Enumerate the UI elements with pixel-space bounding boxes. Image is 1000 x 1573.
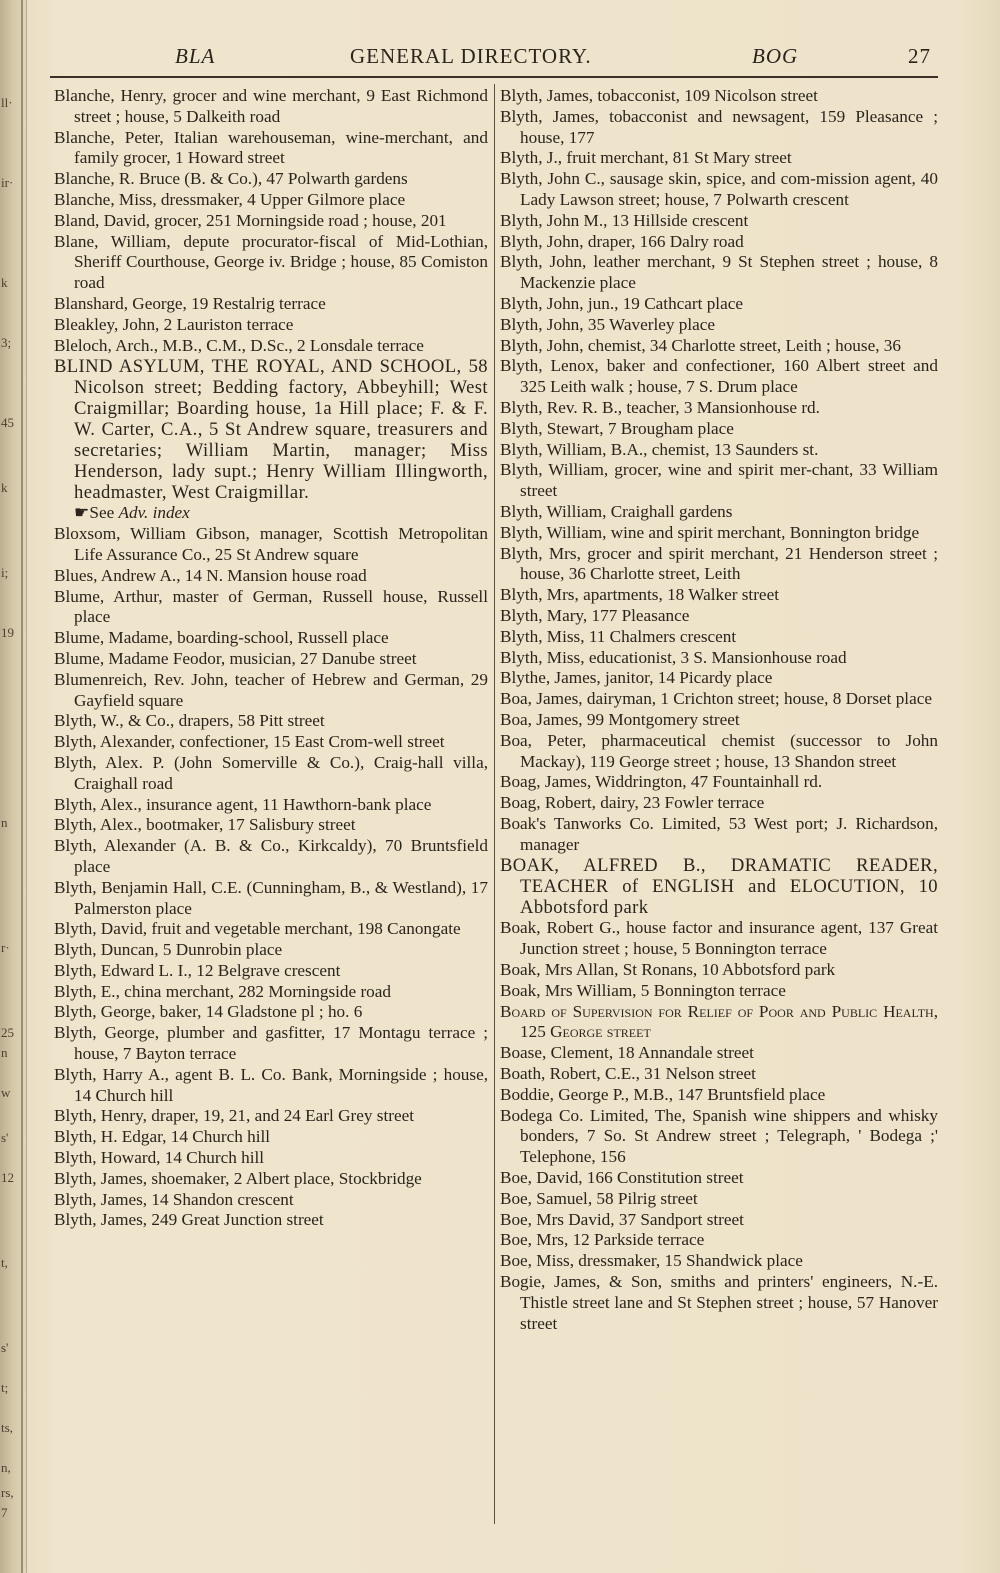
directory-entry: Blyth, William, Craighall gardens — [500, 501, 733, 521]
directory-entry: Blyth, George, baker, 14 Gladstone pl ; ho. 6 — [54, 1002, 363, 1022]
directory-entry: Boag, Robert, dairy, 23 Fowler terrace — [500, 793, 765, 813]
directory-entry: Blyth, George, plumber and gasfitter, 17 Montagu terrace ; house, 7 Bayton terrace — [54, 1023, 488, 1064]
binding-rule — [21, 0, 23, 1573]
directory-entry: Blyth, Harry A., agent B. L. Co. Bank, Morningside ; house, 14 Church hill — [54, 1064, 488, 1105]
directory-entry: Boa, Peter, pharmaceutical chemist (successor to John Mackay), 119 George street ; house, 13 Shandon street — [500, 730, 938, 771]
directory-entry: Boe, David, 166 Constitution street — [500, 1168, 744, 1188]
directory-entry: Blyth, H. Edgar, 14 Church hill — [54, 1127, 271, 1147]
right-guide-word: BOG — [752, 44, 799, 68]
margin-fragment: n — [1, 815, 8, 830]
page-header — [30, 44, 940, 74]
see-label: See — [89, 503, 119, 523]
directory-entry: Blyth, William, wine and spirit merchant, Bonnington bridge — [500, 522, 920, 542]
directory-entry: Blyth, Mrs, grocer and spirit merchant, 21 Henderson street ; house, 36 Charlotte street, Leith — [500, 543, 938, 584]
margin-fragment: k — [1, 480, 8, 495]
margin-fragment: k — [1, 275, 8, 290]
directory-entry: Boak, Robert G., house factor and insurance agent, 137 Great Junction street ; house, 5 Bonnington terrace — [500, 918, 938, 959]
margin-fragment: 45 — [1, 415, 14, 430]
directory-entry: Boe, Mrs, 12 Parkside terrace — [500, 1230, 705, 1250]
directory-entry: Blyth, James, 249 Great Junction street — [54, 1210, 324, 1230]
directory-entry: Blyth, John M., 13 Hillside crescent — [500, 210, 749, 230]
directory-entry: Blyth, James, 14 Shandon crescent — [54, 1189, 294, 1209]
directory-entry: Boak, Mrs Allan, St Ronans, 10 Abbotsford park — [500, 960, 836, 980]
directory-entry: Boa, James, dairyman, 1 Crichton street; house, 8 Dorset place — [500, 689, 932, 709]
margin-fragment: ts, — [1, 1420, 13, 1435]
directory-entry: Blyth, John C., sausage skin, spice, and com-mission agent, 40 Lady Lawson street; house, 7 Polwarth crescent — [500, 169, 938, 209]
directory-entry: Blyth, John, jun., 19 Cathcart place — [500, 293, 743, 313]
directory-entry: Blyth, Alexander (A. B. & Co., Kirkcaldy), 70 Bruntsfield place — [54, 836, 488, 876]
directory-entry: Blyth, John, draper, 166 Dalry road — [500, 231, 744, 251]
directory-entry: Boath, Robert, C.E., 31 Nelson street — [500, 1064, 756, 1084]
header-rule — [50, 76, 938, 78]
directory-entry: Blyth, Duncan, 5 Dunrobin place — [54, 940, 283, 960]
directory-entry: Bland, David, grocer, 251 Morningside road ; house, 201 — [54, 210, 447, 230]
directory-entry: Blyth, J., fruit merchant, 81 St Mary street — [500, 148, 792, 168]
directory-entry: Blyth, John, 35 Waverley place — [500, 314, 716, 334]
margin-fragment: s' — [1, 1340, 9, 1355]
directory-entry: Blyth, Miss, 11 Chalmers crescent — [500, 626, 737, 646]
margin-fragment: rs, — [1, 1485, 14, 1500]
advert-reference — [54, 503, 488, 524]
directory-entry: Blume, Madame, boarding-school, Russell place — [54, 628, 389, 648]
margin-fragment: n, — [1, 1460, 11, 1475]
directory-entry: Blyth, Henry, draper, 19, 21, and 24 Earl Grey street — [54, 1106, 414, 1126]
directory-entry: Blyth, William, grocer, wine and spirit mer-chant, 33 William street — [500, 460, 938, 501]
page-title: GENERAL DIRECTORY. — [350, 44, 592, 68]
directory-entry: Blyth, Lenox, baker and confectioner, 160 Albert street and 325 Leith walk ; house, 7 S. Drum place — [500, 356, 938, 397]
directory-entry: Blume, Arthur, master of German, Russell house, Russell place — [54, 586, 488, 627]
directory-entry: Blyth, Benjamin Hall, C.E. (Cunningham, B., & Westland), 17 Palmerston place — [54, 877, 488, 918]
directory-entry: Boddie, George P., M.B., 147 Bruntsfield place — [500, 1084, 826, 1104]
directory-entry: Blanche, Peter, Italian warehouseman, wine-merchant, and family grocer, 1 Howard street — [54, 127, 488, 168]
margin-fragment: t; — [1, 1380, 9, 1395]
directory-entry: Blyth, Alex., bootmaker, 17 Salisbury street — [54, 815, 356, 835]
directory-entry: Blanche, Henry, grocer and wine merchant, 9 East Richmond street ; house, 5 Dalkeith road — [54, 86, 488, 126]
directory-entry: Blyth, Alex., insurance agent, 11 Hawthorn-bank place — [54, 794, 432, 814]
margin-fragment: i; — [1, 565, 9, 580]
directory-entry: Blyth, James, shoemaker, 2 Albert place, Stockbridge — [54, 1168, 422, 1188]
directory-entry: Blyth, Miss, educationist, 3 S. Mansionhouse road — [500, 647, 847, 667]
directory-entry: Boase, Clement, 18 Annandale street — [500, 1043, 754, 1063]
directory-entry: Blanche, R. Bruce (B. & Co.), 47 Polwarth gardens — [54, 169, 408, 189]
directory-entry: Blyth, W., & Co., drapers, 58 Pitt street — [54, 711, 325, 731]
directory-entry: Blume, Madame Feodor, musician, 27 Danube street — [54, 648, 417, 668]
directory-entry: Blanche, Miss, dressmaker, 4 Upper Gilmore place — [54, 189, 406, 209]
directory-entry: Blyth, Alexander, confectioner, 15 East Crom-well street — [54, 732, 445, 752]
directory-entry: Blyth, John, chemist, 34 Charlotte street, Leith ; house, 36 — [500, 335, 901, 355]
directory-entry: Bleloch, Arch., M.B., C.M., D.Sc., 2 Lonsdale terrace — [54, 335, 424, 355]
directory-entry: Blyth, David, fruit and vegetable merchant, 198 Canongate — [54, 919, 461, 939]
directory-entry: Blanshard, George, 19 Restalrig terrace — [54, 293, 326, 313]
directory-entry: Boag, James, Widdrington, 47 Fountainhall rd. — [500, 772, 823, 792]
directory-entry: Boa, James, 99 Montgomery street — [500, 709, 740, 729]
margin-fragment: r· — [1, 940, 10, 955]
directory-entry: Blyth, John, leather merchant, 9 St Stephen street ; house, 8 Mackenzie place — [500, 252, 938, 293]
directory-entry: Blyth, Edward L. I., 12 Belgrave crescent — [54, 960, 341, 980]
margin-fragment: 19 — [1, 625, 14, 640]
directory-entry: Boe, Mrs David, 37 Sandport street — [500, 1209, 744, 1229]
directory-entry: Blyth, Mrs, apartments, 18 Walker street — [500, 585, 779, 605]
margin-fragment: ll· — [1, 95, 13, 110]
directory-entry: Blyth, E., china merchant, 282 Morningside road — [54, 981, 391, 1001]
directory-entry: Blane, William, depute procurator-fiscal of Mid-Lothian, Sheriff Courthouse, George iv. Bridge ; house, 85 Comiston road — [54, 231, 488, 293]
directory-entry: Blyth, James, tobacconist and newsagent, 159 Pleasance ; house, 177 — [500, 106, 938, 147]
pointing-hand-icon: ☛ — [74, 503, 90, 523]
advert-index-link: Adv. index — [118, 503, 190, 523]
directory-entry: Blyth, Alex. P. (John Somerville & Co.), Craig-hall villa, Craighall road — [54, 752, 488, 793]
right-column — [500, 86, 938, 1334]
margin-fragment: 3; — [1, 335, 12, 350]
directory-entry: Bodega Co. Limited, The, Spanish wine shippers and whisky bonders, 7 So. St Andrew street ; Telegraph, ' Bodega ;' Telephone, 156 — [500, 1105, 938, 1167]
directory-entry: Boe, Miss, dressmaker, 15 Shandwick place — [500, 1251, 803, 1271]
directory-entry: Bloxsom, William Gibson, manager, Scottish Metropolitan Life Assurance Co., 25 St Andrew square — [54, 524, 488, 564]
margin-fragment: 25 — [1, 1025, 14, 1040]
directory-entry: Blyth, Stewart, 7 Brougham place — [500, 418, 734, 438]
margin-fragment: n — [1, 1045, 8, 1060]
margin-fragment: w — [1, 1085, 11, 1100]
margin-fragment: ir· — [1, 175, 14, 190]
directory-entry: Blyth, William, B.A., chemist, 13 Saunders st. — [500, 439, 819, 459]
margin-fragment: t, — [1, 1255, 8, 1270]
margin-fragment: 12 — [1, 1170, 14, 1185]
directory-entry: Blythe, James, janitor, 14 Picardy place — [500, 668, 773, 688]
directory-entry: Blyth, James, tobacconist, 109 Nicolson street — [500, 86, 818, 105]
left-guide-word: BLA — [175, 44, 216, 68]
page-number: 27 — [908, 44, 931, 68]
left-column — [54, 86, 488, 1231]
directory-entry: Bogie, James, & Son, smiths and printers' engineers, N.-E. Thistle street lane and St Stephen street ; house, 57 Hanover street — [500, 1272, 938, 1333]
directory-entry: Bleakley, John, 2 Lauriston terrace — [54, 314, 294, 334]
directory-entry: BOAK, ALFRED B., DRAMATIC READER, TEACHER of ENGLISH and ELOCUTION, 10 Abbotsford park — [500, 855, 938, 919]
directory-entry: Blyth, Mary, 177 Pleasance — [500, 605, 690, 625]
directory-entry: Boak, Mrs William, 5 Bonnington terrace — [500, 980, 786, 1000]
margin-fragment: 7 — [1, 1505, 8, 1520]
directory-entry: BLIND ASYLUM, THE ROYAL, AND SCHOOL, 58 Nicolson street; Bedding factory, Abbeyhill; West Craigmillar; Boarding house, 1a Hill place; F. & F. W. Carter, C.A., 5 St Andrew square, treasurers and secretaries; William Martin, manager; Miss Henderson, lady supt.; Henry William Illingworth, headmaster, West Craigmillar. — [54, 356, 488, 504]
directory-entry: Blumenreich, Rev. John, teacher of Hebrew and German, 29 Gayfield square — [54, 669, 488, 710]
directory-entry: Boe, Samuel, 58 Pilrig street — [500, 1188, 698, 1208]
margin-fragment: s' — [1, 1130, 9, 1145]
directory-entry: Board of Supervision for Relief of Poor and Public Health, 125 George street — [500, 1001, 938, 1042]
directory-entry: Boak's Tanworks Co. Limited, 53 West port; J. Richardson, manager — [500, 813, 938, 854]
directory-entry: Blyth, Rev. R. B., teacher, 3 Mansionhouse rd. — [500, 397, 820, 417]
directory-entry: Blues, Andrew A., 14 N. Mansion house road — [54, 565, 367, 585]
directory-entry: Blyth, Howard, 14 Church hill — [54, 1148, 265, 1168]
column-divider — [494, 84, 495, 1524]
